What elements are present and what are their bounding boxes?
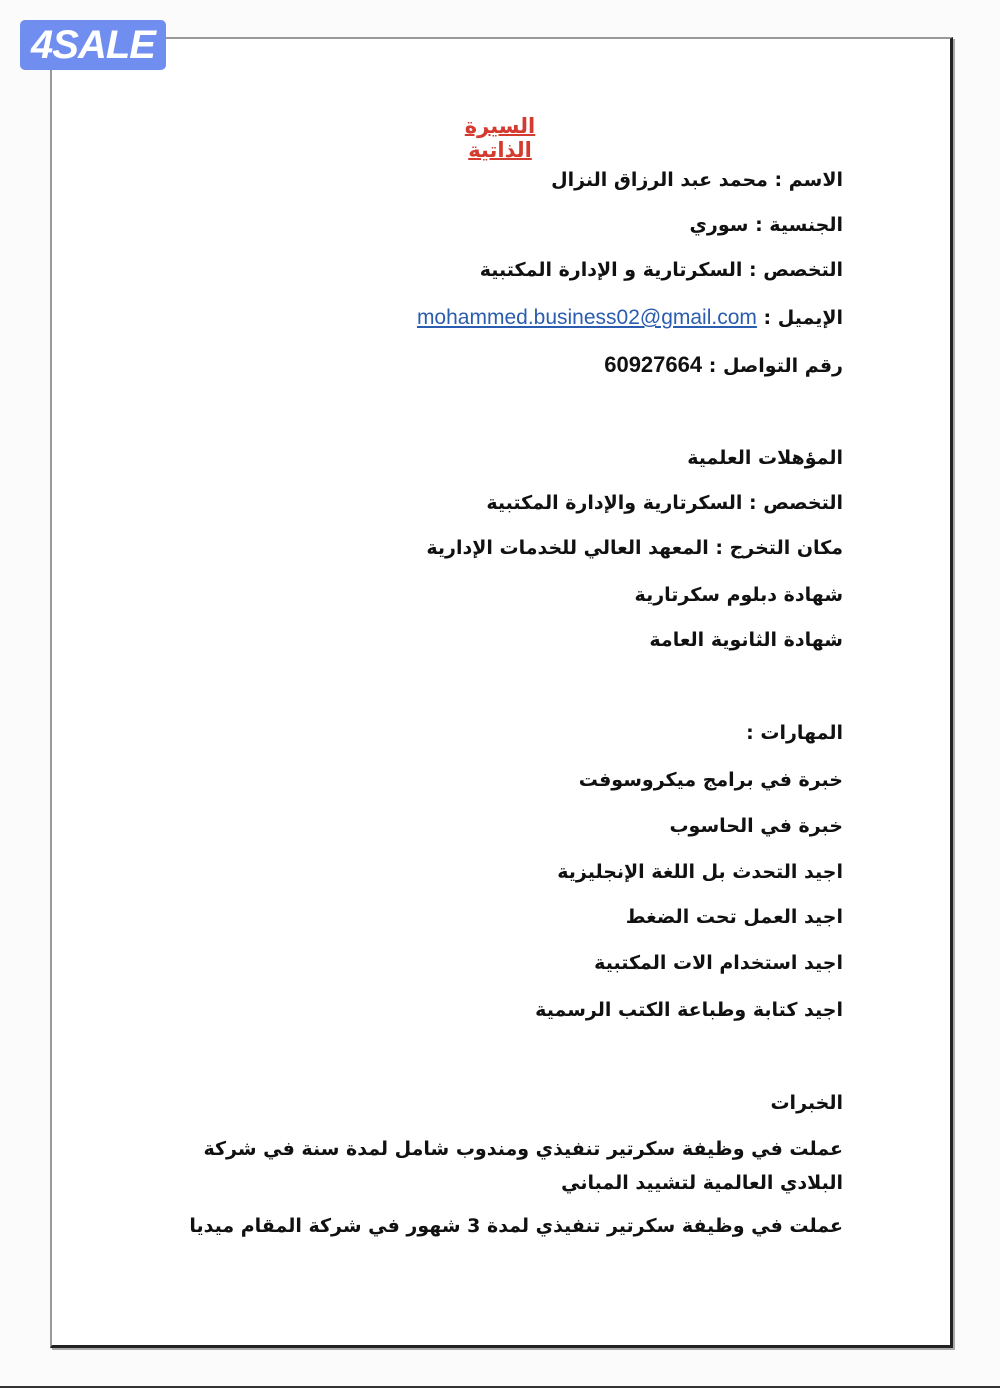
qualification-item: شهادة الثانوية العامة [649, 629, 843, 651]
email-line [417, 304, 843, 332]
phone-line [604, 351, 843, 380]
skills-heading: المهارات : [746, 722, 843, 744]
skill-item: اجيد العمل تحت الضغط [625, 906, 843, 928]
email-link[interactable]: mohammed.business02@gmail.com [416, 306, 757, 329]
skill-item: اجيد كتابة وطباعة الكتب الرسمية [535, 999, 843, 1021]
qualifications-heading: المؤهلات العلمية [687, 447, 843, 469]
email-label: الإيميل : [763, 307, 843, 329]
specialty-line: التخصص : السكرتارية و الإدارة المكتبية [479, 259, 843, 281]
document-title: السيرة الذاتية [464, 114, 536, 162]
name-line: الاسم : محمد عبد الرزاق النزال [551, 169, 843, 191]
qualification-item: شهادة دبلوم سكرتارية [634, 584, 843, 606]
qualification-item: مكان التخرج : المعهد العالي للخدمات الإدارية [426, 537, 843, 559]
experience-item: عملت في وظيفة سكرتير تنفيذي ومندوب شامل لمدة سنة في شركة البلادي العالمية لتشييد المباني [203, 1138, 843, 1194]
skill-item: اجيد التحدث بل اللغة الإنجليزية [557, 861, 843, 883]
experience-item: عملت في وظيفة سكرتير تنفيذي لمدة 3 شهور في شركة المقام ميديا [189, 1215, 843, 1237]
qualification-item: التخصص : السكرتارية والإدارة المكتبية [486, 492, 843, 514]
skill-item: خبرة في برامج ميكروسوفت [578, 769, 843, 791]
skill-item: اجيد استخدام الات المكتبية [594, 952, 843, 974]
phone-label: رقم التواصل : [708, 355, 843, 377]
phone-number: 60927664 [604, 352, 703, 377]
watermark-logo: 4SALE [20, 20, 166, 70]
experience-heading: الخبرات [770, 1092, 843, 1114]
nationality-line: الجنسية : سوري [689, 214, 843, 236]
skill-item: خبرة في الحاسوب [669, 815, 843, 837]
